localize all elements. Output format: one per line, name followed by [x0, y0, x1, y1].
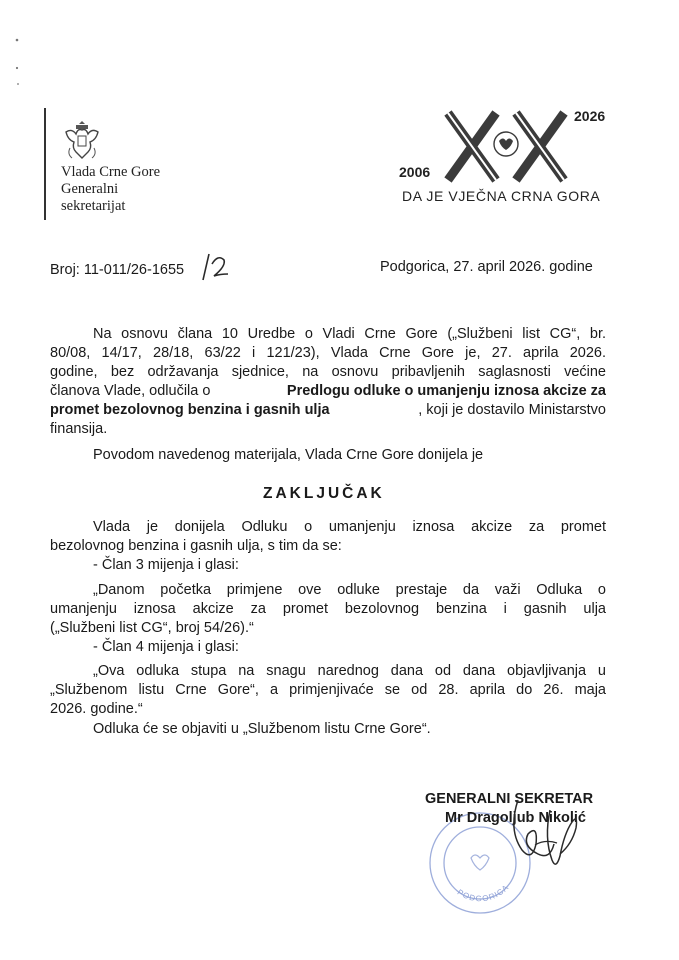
intro-line-1: Na osnovu člana 10 Uredbe o Vladi Crne Gore („Službeni list CG“, br.	[93, 326, 606, 342]
conclusion-line-4: „Danom početka primjene ove odluke prestaje da važi Odluka o	[93, 582, 606, 598]
document-title: ZAKLJUČAK	[263, 485, 385, 502]
intro-line-5-bold: promet bezolovnog benzina i gasnih ulja	[50, 402, 330, 418]
intro-line-4-bold: Predlogu odluke o umanjenju iznosa akcize za	[286, 383, 606, 399]
conclusion-line-9: „Službenom listu Crne Gore“, a primjenjivaće se od 28. aprila do 26. maja	[50, 682, 606, 698]
place-date: Podgorica, 27. april 2026. godine	[380, 259, 593, 275]
intro-line-6: finansija.	[50, 421, 108, 437]
intro-line-2: 80/08, 14/17, 28/18, 63/22 i 121/23), Vlada Crne Gore je, 27. aprila 2026.	[50, 345, 606, 361]
povodom-line: Povodom navedenog materijala, Vlada Crne Gore donijela je	[93, 447, 484, 463]
stamp-text: PODGORICA	[455, 882, 511, 904]
organization-name	[61, 164, 160, 215]
conclusion-line-7: - Član 4 mijenja i glasi:	[93, 639, 239, 655]
handwritten-number	[200, 252, 230, 282]
handwritten-signature	[480, 790, 590, 880]
logo-year-start: 2006	[399, 164, 431, 180]
conclusion-line-10: 2026. godine.“	[50, 701, 143, 717]
conclusion-line-11: Odluka će se objaviti u „Službenom listu Crne Gore“.	[93, 721, 431, 737]
intro-line-4	[50, 382, 606, 401]
svg-text:PODGORICA	[456, 883, 511, 904]
org-line-2: Generalni	[61, 181, 119, 197]
intro-line-4-text: članova Vlade, odlučila o	[50, 383, 215, 399]
intro-line-5-text: , koji je dostavilo Ministarstvo	[418, 402, 606, 418]
header-divider	[44, 108, 46, 220]
logo-year-end: 2026	[574, 108, 606, 124]
signatory-title: GENERALNI SEKRETAR	[425, 791, 594, 807]
logo-tagline: DA JE VJEČNA CRNA GORA	[402, 188, 601, 204]
scan-marks	[10, 28, 24, 88]
conclusion-line-5: umanjenju iznosa akcize za promet bezolovnog benzina i gasnih ulja	[50, 601, 606, 617]
signatory-name: Mr Dragoljub Nikolić	[445, 810, 586, 826]
conclusion-line-1: Vlada je donijela Odluku o umanjenju iznosa akcize za promet	[93, 519, 606, 535]
conclusion-line-6: („Službeni list CG“, broj 54/26).“	[50, 620, 254, 636]
coat-of-arms-icon	[62, 118, 102, 162]
conclusion-line-8: „Ova odluka stupa na snagu narednog dana od dana objavljivanja u	[93, 663, 606, 679]
org-line-3: sekretarijat	[61, 198, 126, 214]
conclusion-line-3: - Član 3 mijenja i glasi:	[93, 557, 239, 573]
conclusion-line-2: bezolovnog benzina i gasnih ulja, s tim da se:	[50, 538, 342, 554]
org-line-1: Vlada Crne Gore	[61, 164, 161, 180]
reference-number: Broj: 11-011/26-1655	[50, 262, 185, 278]
intro-line-3: godine, bez održavanja sjednice, na osnovu pribavljenih saglasnosti većine	[50, 364, 606, 380]
intro-line-5	[50, 401, 606, 420]
